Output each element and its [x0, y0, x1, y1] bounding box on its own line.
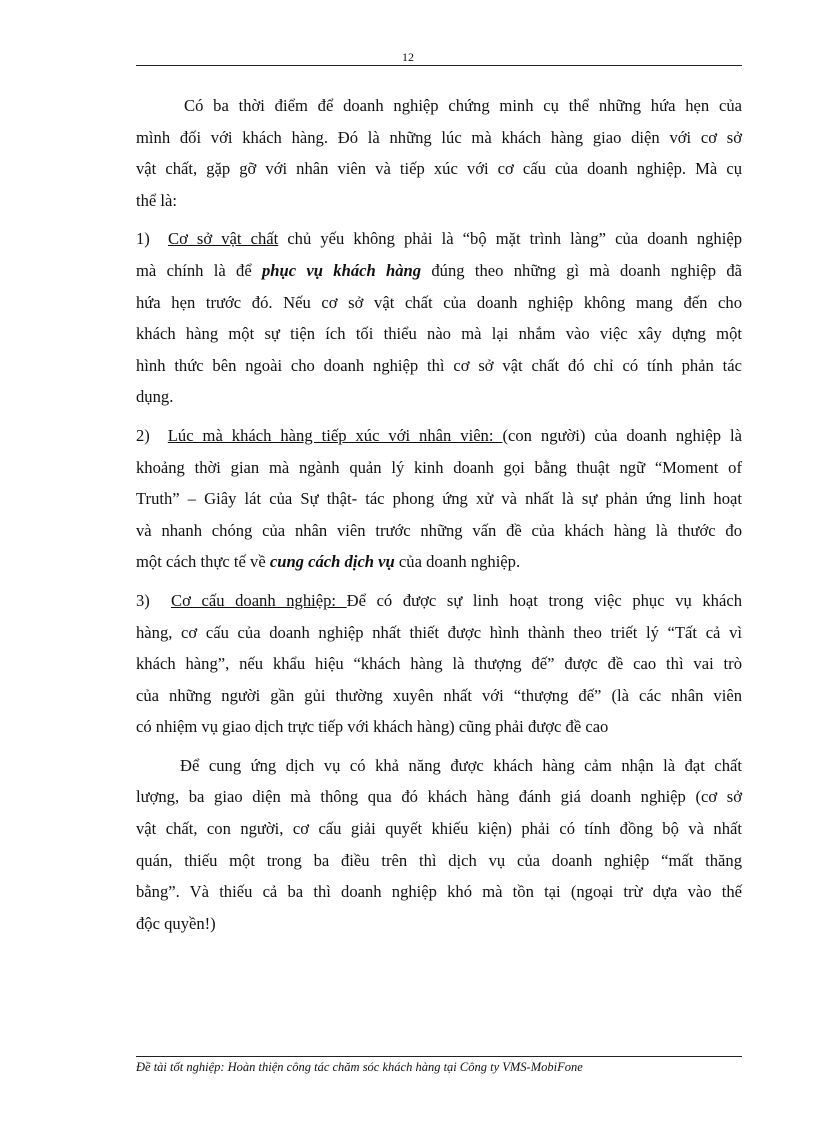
item-2-line-5-post: của doanh nghiệp.	[394, 552, 521, 572]
page-number: 12	[402, 50, 414, 64]
item-2-number: 2)	[136, 425, 150, 445]
intro-line-4: thể là:	[136, 190, 178, 210]
item-2-title: Lúc mà khách hàng tiếp xúc với nhân viên:	[167, 425, 503, 445]
item-3-number: 3)	[136, 590, 150, 610]
document-body	[136, 90, 742, 939]
header-rule	[136, 65, 742, 66]
item-1-line-6: dụng.	[136, 387, 174, 407]
item-3-paragraph	[136, 585, 742, 743]
item-1-line-1	[136, 223, 742, 255]
item-2-line-5	[136, 546, 742, 578]
item-1-emphasis: phục vụ khách hàng	[261, 260, 422, 280]
item-1-line-2	[136, 255, 742, 287]
closing-paragraph	[136, 750, 742, 940]
intro-line-2: mình đối với khách hàng. Đó là những lúc mà khách hàng giao diện với cơ sở	[136, 127, 742, 147]
item-2-line-5-pre: một cách thực tế về	[136, 552, 270, 572]
closing-line-2: lượng, ba giao diện mà thông qua đó khách hàng đánh giá doanh nghiệp (cơ sở	[136, 787, 742, 807]
item-2-emphasis: cung cách dịch vụ	[269, 552, 395, 572]
closing-line-3: vật chất, con người, cơ cấu giải quyết khiếu kiện) phải có tính đồng bộ và nhất	[136, 819, 742, 839]
intro-line-1: Có ba thời điểm để doanh nghiệp chứng minh cụ thể những hứa hẹn của	[184, 96, 742, 115]
item-2-line-2: khoảng thời gian mà ngành quản lý kinh doanh gọi bằng thuật ngữ “Moment of	[136, 457, 742, 477]
item-1-title: Cơ sở vật chất	[168, 229, 279, 249]
item-2-line-1-text: (con người) của doanh nghiệp là	[502, 425, 742, 445]
item-2-line-1	[136, 420, 742, 452]
item-2-line-4: và nhanh chóng của nhân viên trước những vấn đề của khách hàng là thước đo	[136, 520, 742, 540]
item-1-number: 1)	[136, 229, 150, 249]
item-1-line-5: hình thức bên ngoài cho doanh nghiệp thì cơ sở vật chất đó chỉ có tính phản tác	[136, 355, 742, 375]
item-2-line-3: Truth” – Giây lát của Sự thật- tác phong ứng xử và nhất là sự phản ứng linh hoạt	[136, 489, 742, 509]
item-3-title: Cơ cấu doanh nghiệp:	[171, 590, 347, 610]
closing-line-4: quán, thiếu một trong ba điều trên thì dịch vụ của doanh nghiệp “mất thăng	[136, 850, 742, 870]
item-1-line-2-post: đúng theo những gì mà doanh nghiệp đã	[421, 260, 742, 280]
item-3-line-3: khách hàng”, nếu khẩu hiệu “khách hàng là thượng đế” được đề cao thì vai trò	[136, 654, 742, 674]
item-1-line-4: khách hàng một sự tiện ích tối thiểu nào mà lại nhắm vào việc xây dựng một	[136, 324, 742, 344]
item-1-line-3: hứa hẹn trước đó. Nếu cơ sở vật chất của doanh nghiệp không mang đến cho	[136, 292, 742, 312]
closing-line-6: độc quyền!)	[136, 913, 216, 933]
closing-line-1: Để cung ứng dịch vụ có khả năng được khách hàng cảm nhận là đạt chất	[180, 755, 742, 775]
intro-line-3: vật chất, gặp gỡ với nhân viên và tiếp xúc với cơ cấu của doanh nghiệp. Mà cụ	[136, 159, 742, 179]
item-3-line-1-text: Để có được sự linh hoạt trong việc phục vụ khách	[346, 590, 743, 610]
item-3-line-1	[136, 585, 742, 617]
item-3-line-4: của những người gần gủi thường xuyên nhất với “thượng đế” (là các nhân viên	[136, 685, 742, 705]
item-1-line-2-pre: mà chính là để	[136, 260, 262, 280]
item-3-line-2: hàng, cơ cấu của doanh nghiệp nhất thiết được hình thành theo triết lý “Tất cả vì	[136, 622, 742, 642]
closing-line-5: bằng”. Và thiếu cả ba thì doanh nghiệp khó mà tồn tại (ngoại trừ dựa vào thế	[136, 882, 742, 902]
intro-paragraph	[136, 90, 742, 216]
item-3-line-5: có nhiệm vụ giao dịch trực tiếp với khách hàng) cũng phải được đề cao	[136, 717, 609, 737]
footer-text: Đề tài tốt nghiệp: Hoàn thiện công tác chăm sóc khách hàng tại Công ty VMS-MobiFone	[136, 1060, 583, 1074]
item-1-paragraph	[136, 223, 742, 413]
item-1-line-1-text: chủ yếu không phải là “bộ mặt trình làng” của doanh nghiệp	[278, 229, 743, 249]
footer-rule	[136, 1056, 742, 1057]
item-2-paragraph	[136, 420, 742, 578]
